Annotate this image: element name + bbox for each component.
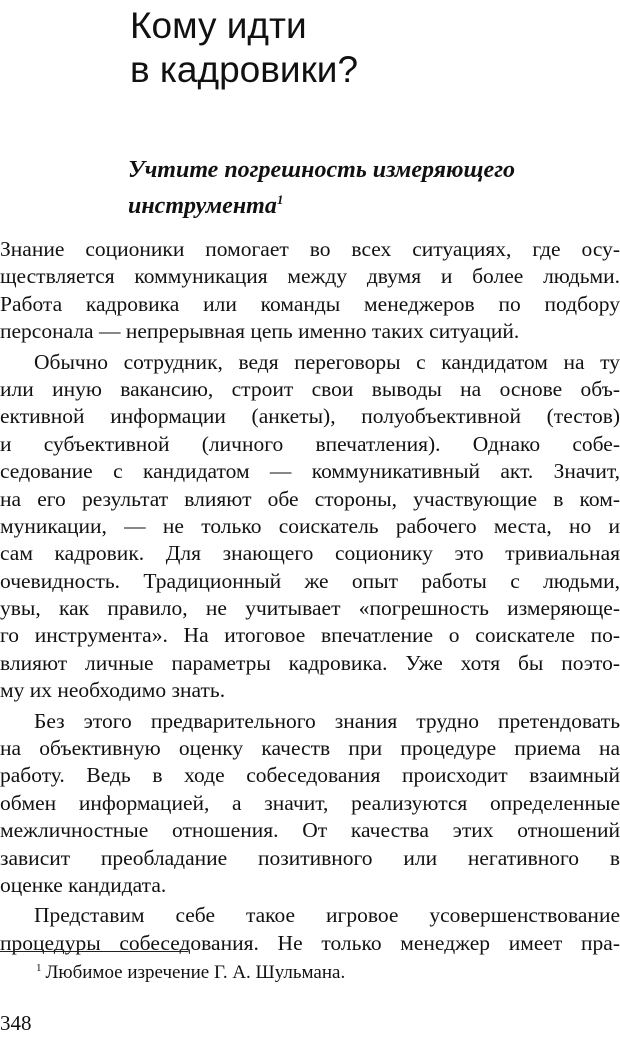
text-line: Знание соционики помогает во всех ситуациях, где осу- [0,237,620,261]
text-line: обмен информацией, а значит, реализуются определенные [0,790,620,815]
section-heading-text: инструмента [128,193,277,219]
text-line: ективной информации (анкеты), полуобъективной (тестов) [0,404,620,429]
chapter-title-line: Кому идти [130,5,307,46]
text-line: очевидность. Традиционный же опыт работы с людьми, [0,568,620,593]
footnote-text: Любимое изречение Г. А. Шульмана. [45,962,346,983]
text-line: процедуры собеседования. Не только менеджер имеет пра- [0,930,620,955]
paragraph [0,902,620,957]
text-line: и субъективной (личного впечатления). Однако собе- [0,431,620,456]
text-line: влияют личные параметры кадровика. Уже хотя бы поэто- [0,650,620,675]
text-line: го инструмента». На итоговое впечатление о соискателе по- [0,623,620,648]
section-heading [128,152,608,224]
section-heading-line-2 [128,188,608,224]
text-line: Представим себе такое игровое усовершенствование [34,903,620,928]
text-line: или иную вакансию, строит свои выводы на основе объ- [0,376,620,401]
text-line: зависит преобладание позитивного или негативного в [0,845,620,870]
text-line: Работа кадровика или команды менеджеров по подбору [0,291,620,316]
text-line: Без этого предварительного знания трудно претендовать [34,708,620,733]
footnote-divider [0,951,188,952]
paragraph [0,236,620,346]
footnote-reference: 1 [276,192,284,207]
text-line: муникации, — не только соискатель рабочего места, но и [0,513,620,538]
text-line: ществляется коммуникация между двумя и более людьми. [0,264,620,289]
page-number: 348 [0,1011,32,1035]
text-line: седование с кандидатом — коммуникативный акт. Значит, [0,459,620,484]
text-line: увы, как правило, не учитывает «погрешность измеряюще- [0,596,620,621]
footnote [36,961,596,985]
footnote-mark: 1 [36,961,42,974]
chapter-title-line: в кадровики? [130,49,359,90]
chapter-title [130,4,600,92]
paragraph [0,708,620,900]
text-line: персонала — непрерывная цепь именно таких ситуаций. [0,319,520,344]
text-line: сам кадровик. Для знающего соционику это тривиальная [0,541,620,566]
text-line: Обычно сотрудник, ведя переговоры с кандидатом на ту [34,349,620,374]
text-line: на его результат влияют обе стороны, участвующие в ком- [0,486,620,511]
text-line: оценке кандидата. [0,872,167,897]
section-heading-line: Учтите погрешность измеряющего [128,157,516,183]
text-line: на объективную оценку качеств при процедуре приема на [0,736,620,761]
text-line: му их необходимо знать. [0,678,226,703]
text-line: работу. Ведь в ходе собеседования происходит взаимный [0,763,620,788]
text-line: межличностные отношения. От качества этих отношений [0,818,620,843]
body-text [0,236,620,960]
paragraph [0,349,620,705]
